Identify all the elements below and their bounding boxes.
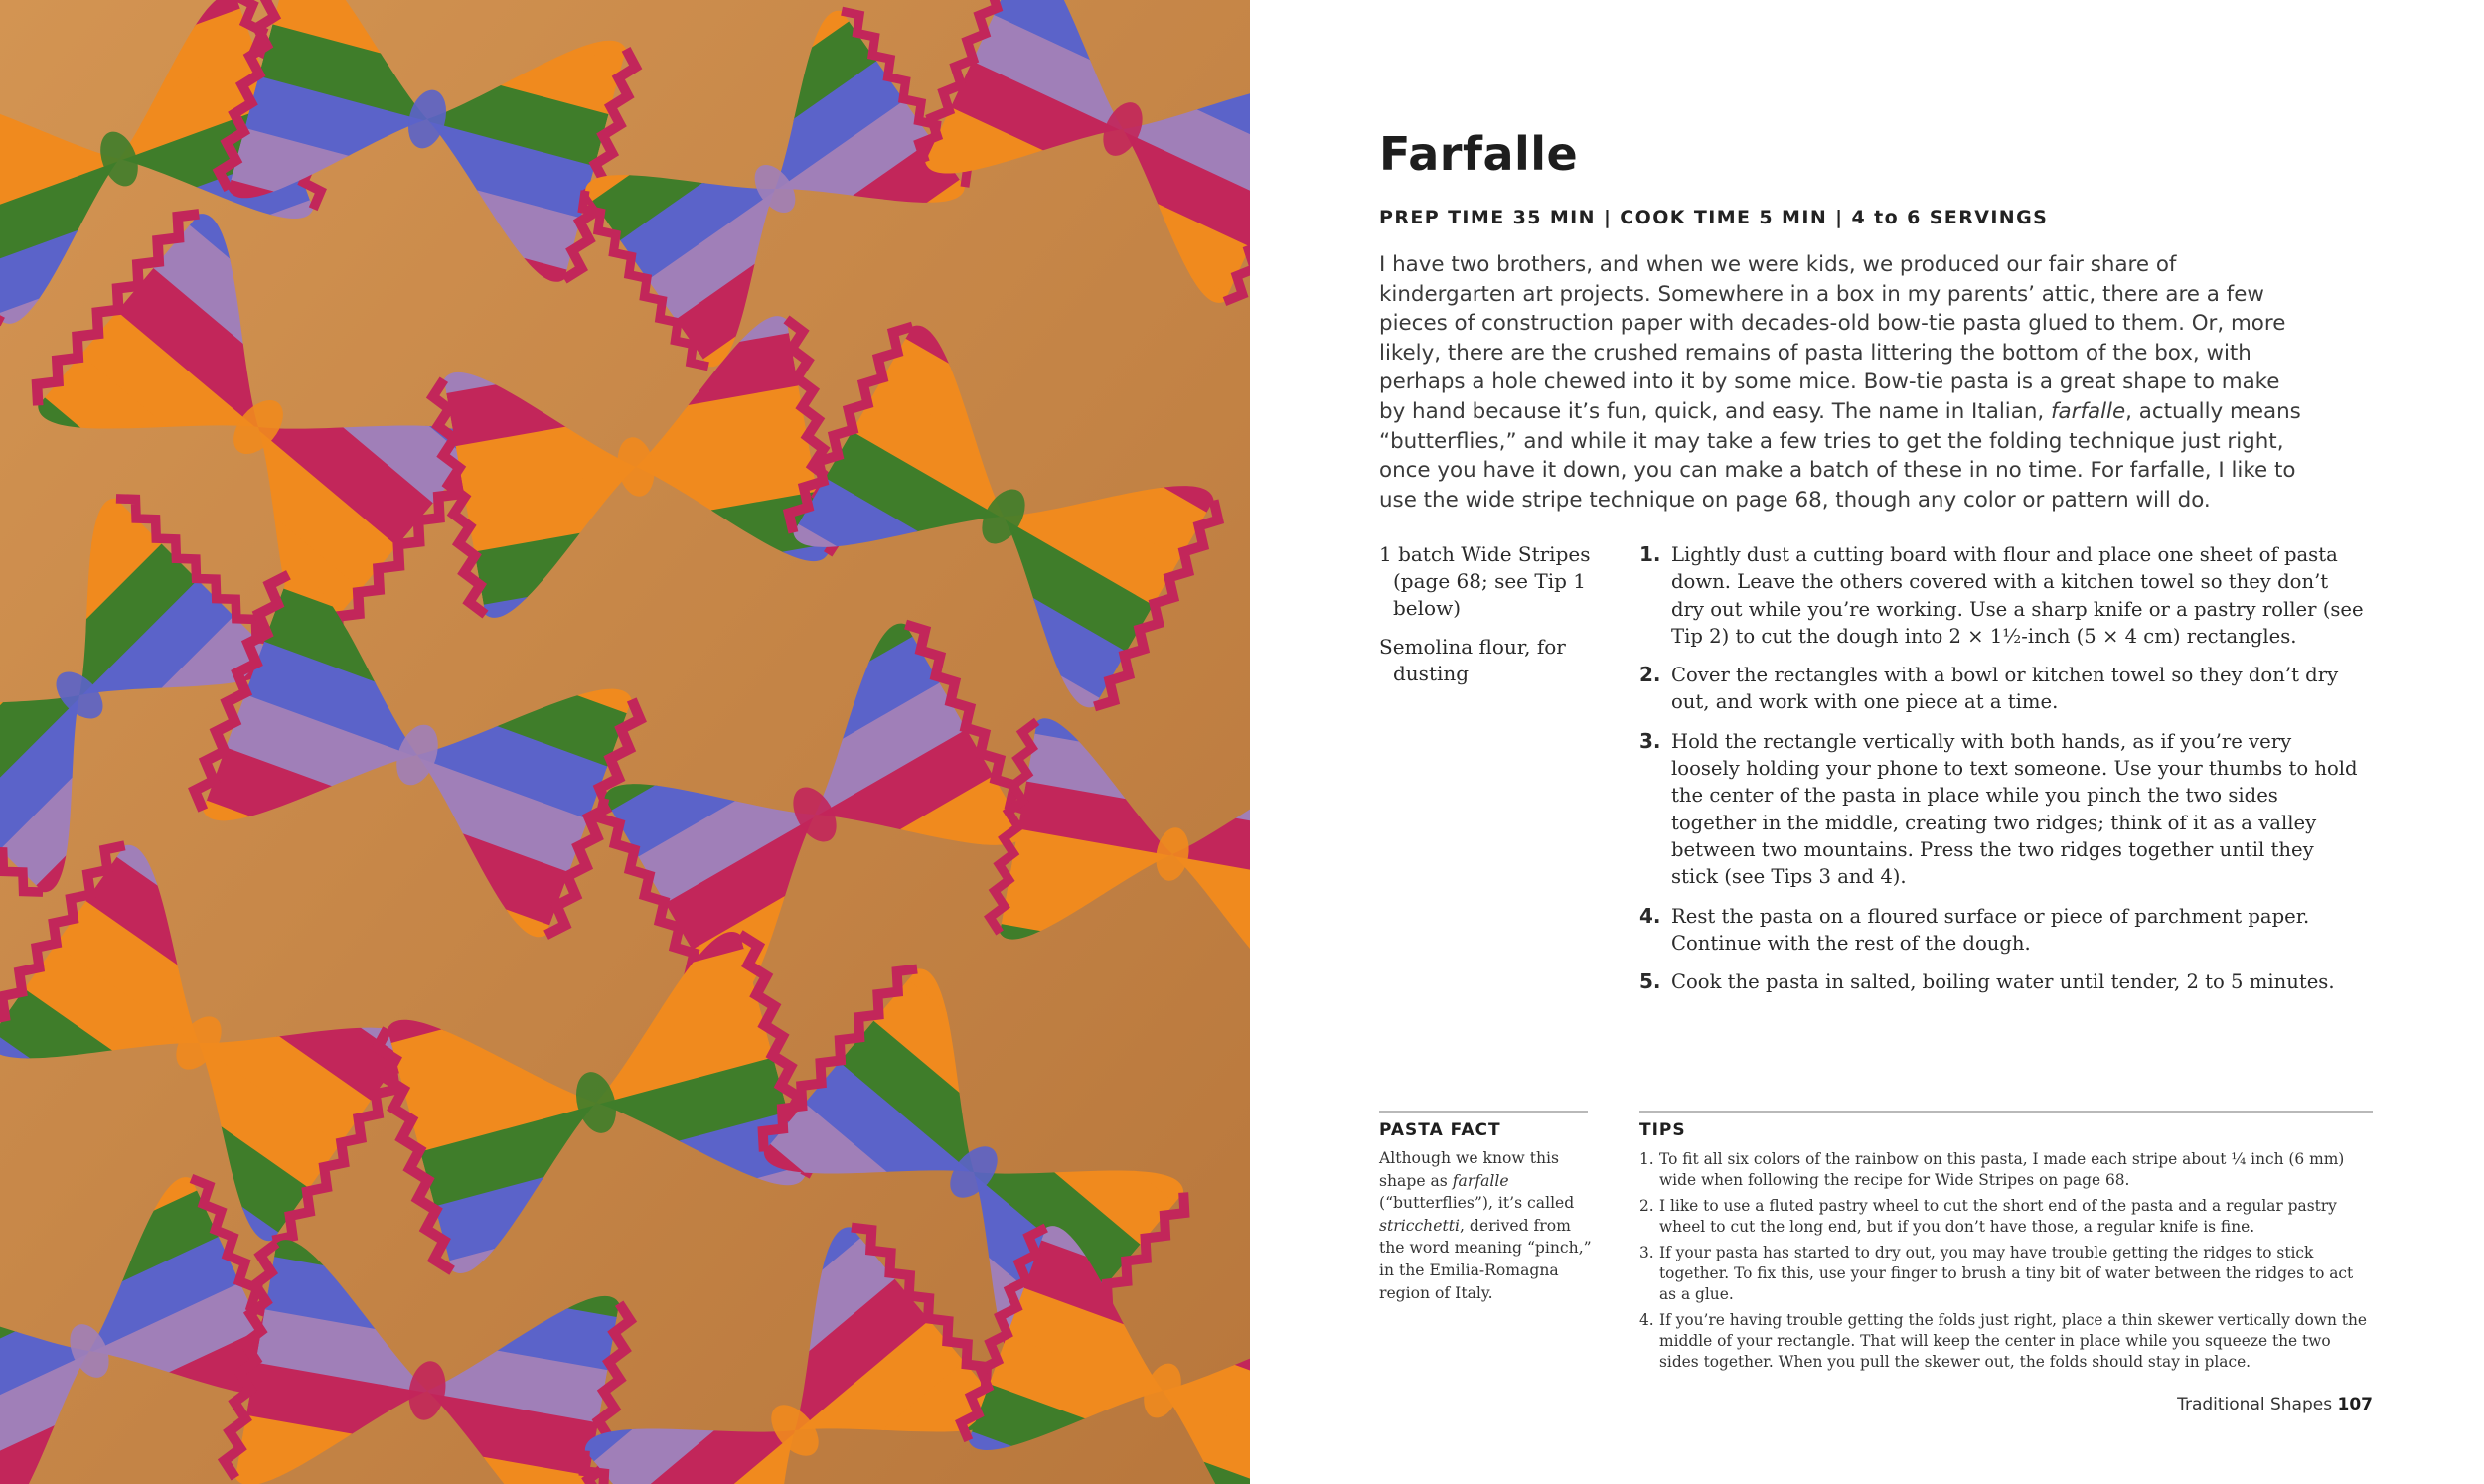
step-number: 3.: [1639, 728, 1661, 753]
step-item: [1639, 541, 2365, 650]
recipe-meta: PREP TIME 35 MIN | COOK TIME 5 MIN | 4 to 6 SERVINGS: [1379, 207, 2049, 228]
tip-item: [1639, 1196, 2375, 1238]
tip-text: To fit all six colors of the rainbow on this pasta, I made each stripe about ¼ inch (6 mm) wide when following the recipe for Wide Stripes on page 68.: [1659, 1150, 2345, 1189]
tip-number: 3.: [1639, 1244, 1654, 1261]
recipe-title: Farfalle: [1379, 127, 1579, 181]
tips-list: [1639, 1149, 2375, 1378]
ingredient-item: Semolina flour, for dusting: [1379, 635, 1566, 685]
step-number: 4.: [1639, 903, 1661, 928]
tips-heading: TIPS: [1639, 1120, 1686, 1140]
step-text: Cover the rectangles with a bowl or kitchen towel so they don’t dry out, and work with one piece at a time.: [1671, 664, 2339, 714]
fact-text-2: (“butterflies”), it’s called: [1379, 1194, 1575, 1213]
tip-text: I like to use a fluted pastry wheel to cut the short end of the pasta and a regular pastry wheel to cut the long end, but if you don’t have those, a regular knife is fine.: [1659, 1197, 2337, 1236]
tip-number: 2.: [1639, 1197, 1654, 1215]
page-footer: [2177, 1395, 2373, 1414]
step-item: [1639, 903, 2365, 958]
step-item: [1639, 662, 2365, 716]
ingredient-list: [1379, 541, 1608, 699]
pasta-fact-divider: [1379, 1111, 1588, 1113]
tip-number: 1.: [1639, 1150, 1654, 1168]
pasta-fact-heading: PASTA FACT: [1379, 1120, 1501, 1140]
tip-text: If you’re having trouble getting the folds just right, place a thin skewer vertically down the middle of your rectangle. That will keep the center in place while you squeeze the two sides together. When you pull the skewer out, the folds should stay in place.: [1659, 1311, 2367, 1371]
intro-text-1: I have two brothers, and when we were kids, we produced our fair share of kindergarten art projects. Somewhere in a box in my parents’ attic, there are a few pieces of construction paper with decades-old bow-tie pasta glued to them. Or, more likely, there are the crushed remains of pasta littering the bottom of the box, with perhaps a hole chewed into it by some mice. Bow-tie pasta is a great shape to make by hand because it’s fun, quick, and easy. The name in Italian,: [1379, 252, 2286, 424]
tip-item: [1639, 1149, 2375, 1191]
intro-text-2: , actually means “butterflies,” and while it may take a few tries to get the folding technique just right, once you have it down, you can make a batch of these in no time. For farfalle, I like to use the wide stripe technique on page 68, though any color or pattern will do.: [1379, 398, 2301, 513]
fact-text-3: , derived from the word meaning “pinch,” in the Emilia-Romagna region of Italy.: [1379, 1216, 1592, 1302]
page-number: 107: [2337, 1395, 2373, 1414]
ingredient-item: 1 batch Wide Stripes (page 68; see Tip 1 below): [1379, 542, 1591, 620]
step-text: Lightly dust a cutting board with flour and place one sheet of pasta down. Leave the others covered with a kitchen towel so they don’t dry out while you’re working. Use a sharp knife or a pastry roller (see Tip 2) to cut the dough into 2 × 1½-inch (5 × 4 cm) rectangles.: [1671, 543, 2364, 648]
fact-text-1: Although we know this shape as: [1379, 1149, 1559, 1190]
steps-list: [1639, 541, 2365, 1007]
tip-text: If your pasta has started to dry out, you may have trouble getting the ridges to stick together. To fix this, use your finger to brush a tiny bit of water between the ridges to act as a glue.: [1659, 1244, 2354, 1303]
intro-italic: farfalle: [2051, 398, 2126, 424]
step-text: Hold the rectangle vertically with both hands, as if you’re very loosely holding your phone to text someone. Use your thumbs to hold the center of the pasta in place while you pinch the two sides together in the middle, creating two ridges; think of it as a valley between two mountains. Press the two ridges together until they stick (see Tips 3 and 4).: [1671, 729, 2358, 889]
step-number: 2.: [1639, 663, 1661, 687]
fact-italic-1: farfalle: [1452, 1171, 1509, 1190]
section-name: Traditional Shapes: [2177, 1395, 2333, 1414]
step-item: [1639, 728, 2365, 891]
step-text: Rest the pasta on a floured surface or piece of parchment paper. Continue with the rest of the dough.: [1671, 904, 2310, 955]
step-text: Cook the pasta in salted, boiling water until tender, 2 to 5 minutes.: [1671, 970, 2335, 994]
tips-divider: [1639, 1111, 2373, 1113]
pasta-fact-body: [1379, 1147, 1593, 1304]
recipe-intro: [1379, 250, 2303, 515]
step-item: [1639, 968, 2365, 995]
tip-item: [1639, 1243, 2375, 1305]
tip-item: [1639, 1310, 2375, 1373]
tip-number: 4.: [1639, 1311, 1654, 1329]
step-number: 1.: [1639, 542, 1661, 566]
recipe-page: [1379, 0, 2373, 1484]
fact-italic-2: stricchetti: [1379, 1216, 1460, 1235]
step-number: 5.: [1639, 969, 1661, 994]
